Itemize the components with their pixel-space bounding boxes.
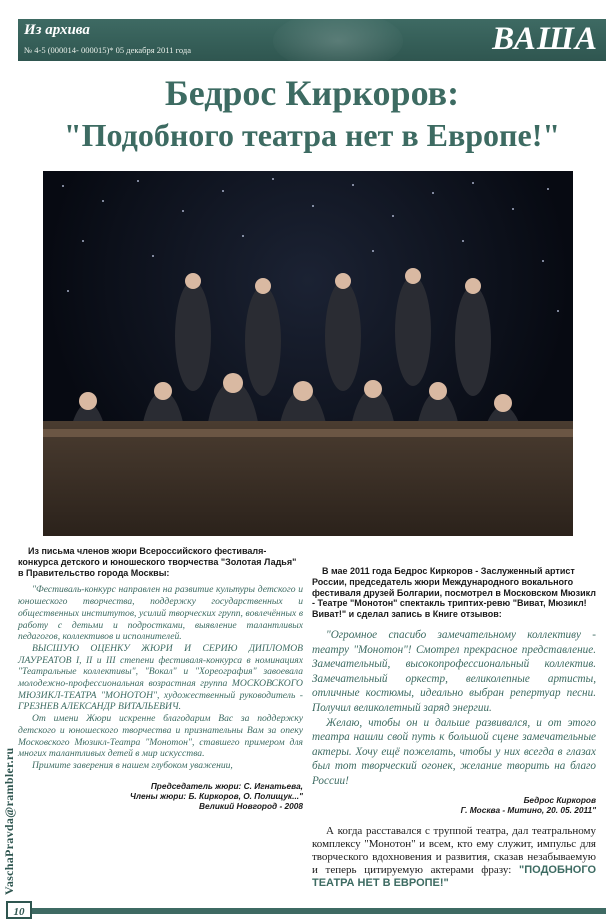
right-column [312,566,596,890]
closing-paragraph [312,825,596,890]
closing-quote: "ПОДОБНОГО ТЕАТРА НЕТ В ЕВРОПЕ!" [312,863,597,889]
issue-info: № 4-5 (000014- 000015)* 05 декабря 2011 года [24,45,191,55]
page-number: 10 [6,901,32,919]
contact-email: VaschaPravda@rambler.ru [2,747,16,895]
kirkorov-quote-paragraph: Желаю, чтобы он и дальше развивался, и от этого театра нашли свой путь к большой сцене замечательные актеры. Хочу ещё пожелать, чтобы у них всегда в глазах был тот творческий огонек, желание творить на благо России! [312,716,596,787]
kirkorov-signature-line: Бедрос Киркоров [523,794,596,805]
kirkorov-signature-line: Г. Москва - Митино, 20. 05. 2011" [460,804,596,815]
stage-edge [43,429,573,437]
right-intro: В мае 2011 года Бедрос Киркоров - Заслуженный артист России, председатель жюри Международного вокального фестиваля друзей Болгарии, посмотрел в Московском Мюзикл - Театре "Монотон" спектакль триптих-ревю "Виват, Мюзикл! Виват!" и сделал запись в Книге отзывов: [312,566,596,620]
jury-signature-line: Великий Новгород - 2008 [198,800,303,811]
globe-icon [273,11,403,71]
jury-letter-paragraph: От имени Жюри искренне благодарим Вас за поддержку детского и юношеского творчества и признательны Вам за опеку Московского Мюзикл-Театра "Монотон", ставшего примером для многих талантливых детей в мир искусства. [18,713,303,760]
headline-line-2: "Подобного театра нет в Европе!" [63,117,561,153]
header-bar [18,19,606,61]
footer-bar [32,908,606,914]
newspaper-brand: ВАША [492,21,598,57]
jury-signature-line: Председатель жюри: С. Игнатьева, [150,780,303,791]
section-label: Из архива [24,22,90,38]
stage-floor [43,421,573,536]
closing-text: А когда расставался с труппой театра, дал театральному комплексу "Монотон" и всем, кто ему служит, импульс для творческого вдохновения и развития, сказав незабываемую и теперь цитируемую актерами фразу: [312,824,596,876]
headline-line-1: Бедрос Киркоров: [164,73,460,113]
group-photo [43,171,573,536]
kirkorov-quote-paragraph: "Огромное спасибо замечательному коллективу - театру "Монотон"! Смотрел прекрасное представление. Замечательный, высокопрофессиональный коллектив. Замечательный оркестр, великолепные артисты, отличные костюмы, идеально выбран репертуар песни. Получил великолетный заряд энергии. [312,628,596,714]
jury-signature-line: Члены жюри: Б. Киркоров, О. Полищук..." [130,790,303,801]
jury-letter-paragraph: Примите заверения в нашем глубоком уважении, [32,759,233,771]
jury-letter-paragraph: ВЫСШУЮ ОЦЕНКУ ЖЮРИ И СЕРИЮ ДИПЛОМОВ ЛАУРЕАТОВ I, II и III степени фестиваля-конкурса в номинациях "Театральные коллективы", "Вокал" и "Хореография" завоевала молодежно-профессиональная возрастная группа МОСКОВСКОГО МЮЗИКЛ-ТЕАТРА "МОНОТОН", художественный руководитель - ГРЕЗНЕВ АЛЕКСАНДР ВИТАЛЬЕВИЧ. [18,642,303,713]
jury-letter-paragraph: "Фестиваль-конкурс направлен на развитие культуры детского и юношеского творчества, поддержку государственных и общественных институтов, усилий творческих групп, вовлечённых в работу с детьми и подростками, выявление талантливых педагогов, коллективов и исполнителей. [18,584,303,643]
left-intro: Из письма членов жюри Всероссийского фестиваля-конкурса детского и юношеского творчества "Золотая Ладья" в Правительство города Москвы: [18,546,297,578]
left-column [18,546,303,811]
